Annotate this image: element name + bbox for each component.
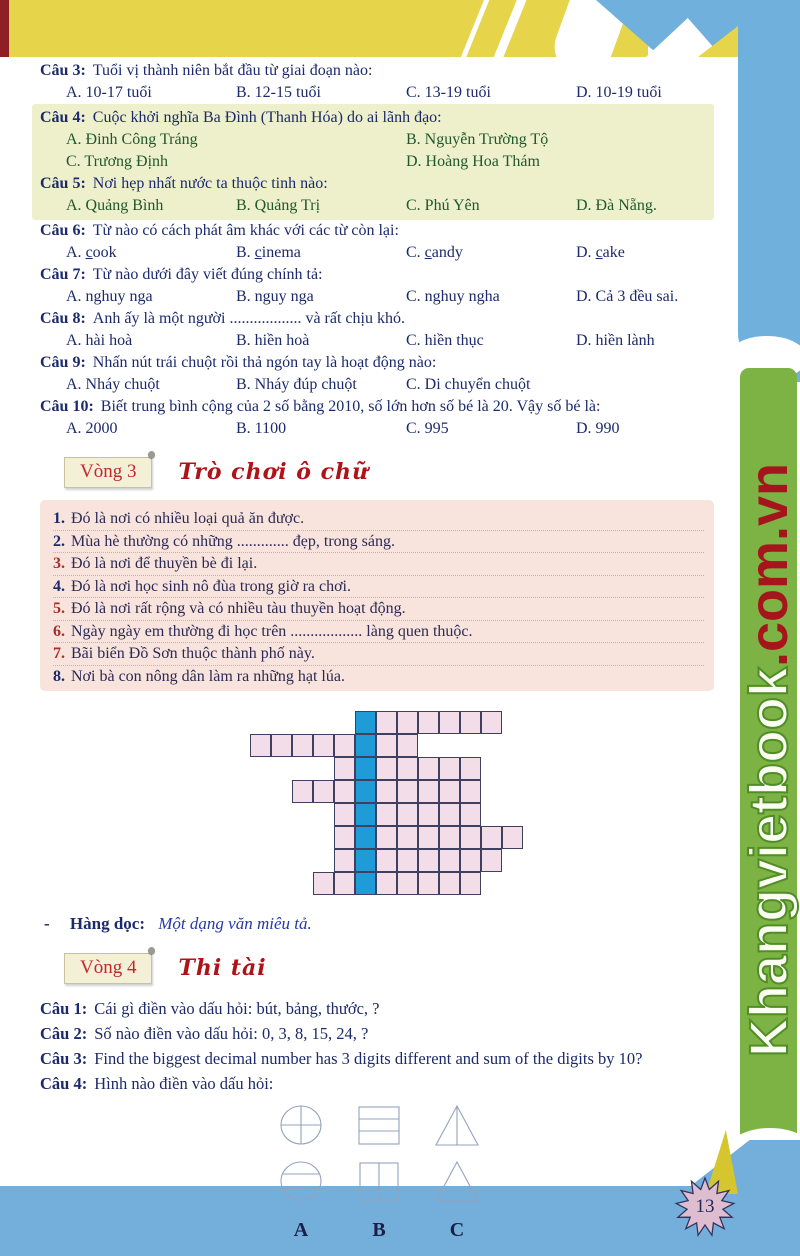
- rect-vline-icon: [356, 1160, 402, 1209]
- dash: -: [44, 914, 50, 933]
- publisher-watermark: [740, 380, 798, 1140]
- question-text: Cái gì điền vào dấu hỏi: bút, bảng, thước, ?: [94, 999, 380, 1018]
- crossword-cell: [397, 849, 418, 872]
- crossword-cell: [439, 780, 460, 803]
- crossword-answer-cell: [355, 826, 376, 849]
- crossword-cell: [460, 780, 481, 803]
- clue-number: 5.: [53, 600, 65, 617]
- crossword-clues-box: [40, 500, 714, 691]
- clue-row: [53, 621, 704, 644]
- crossword-cell: [460, 757, 481, 780]
- question-line: [40, 1021, 714, 1046]
- quiz-section: [40, 60, 714, 440]
- question-line: [40, 1046, 714, 1071]
- crossword-cell: [334, 803, 355, 826]
- clue-text: Đó là nơi để thuyền bè đi lại.: [71, 555, 258, 572]
- crossword-cell: [313, 872, 334, 895]
- answer-option: C. Phú Yên: [406, 197, 480, 214]
- crossword-cell: [418, 826, 439, 849]
- watermark-suffix: .com.vn: [739, 462, 799, 668]
- clue-text: Đó là nơi rất rộng và có nhiều tàu thuyền hoạt động.: [71, 600, 406, 617]
- question-text: Find the biggest decimal number has 3 digits different and sum of the digits by 10?: [94, 1049, 643, 1068]
- clue-row: [53, 666, 704, 688]
- clue-text: Mùa hè thường có những ............. đẹp, trong sáng.: [71, 532, 395, 550]
- question-text: Số nào điền vào dấu hỏi: 0, 3, 8, 15, 24, ?: [94, 1024, 369, 1043]
- answer-option: A. nghuy nga: [66, 288, 153, 305]
- question-label: Câu 3:: [40, 1049, 88, 1068]
- answer-option: B. 1100: [236, 420, 287, 437]
- crossword-cell: [313, 734, 334, 757]
- clue-row: [53, 508, 704, 531]
- answer-option: A. 2000: [66, 420, 118, 437]
- question-line: [40, 308, 714, 330]
- crossword-cell: [460, 711, 481, 734]
- crossword-cell: [376, 872, 397, 895]
- question-label: Câu 3:: [40, 62, 86, 79]
- question-text: Hình nào điền vào dấu hỏi:: [94, 1074, 274, 1093]
- page-content: [40, 60, 714, 1242]
- question-text: Nhấn nút trái chuột rồi thả ngón tay là hoạt động nào:: [92, 354, 437, 371]
- answer-option: A. Đinh Công Tráng: [66, 131, 198, 148]
- question-label: Câu 10:: [40, 398, 94, 415]
- clue-text: Đó là nơi học sinh nô đùa trong giờ ra chơi.: [71, 577, 351, 595]
- question-options: [40, 129, 706, 173]
- question-line: [40, 264, 714, 286]
- answer-option: A. 10-17 tuổi: [66, 84, 152, 101]
- crossword-cell: [397, 872, 418, 895]
- crossword-cell: [439, 711, 460, 734]
- clue-text: Nơi bà con nông dân làm ra những hạt lúa.: [71, 667, 345, 685]
- crossword-cell: [439, 826, 460, 849]
- page-number: 13: [695, 1196, 715, 1217]
- shape-figure: [278, 1104, 714, 1242]
- crossword-answer-cell: [355, 803, 376, 826]
- crossword-cell: [439, 803, 460, 826]
- crossword-cell: [397, 826, 418, 849]
- round4-badge: Vòng 4: [64, 953, 152, 984]
- crossword-cell: [376, 734, 397, 757]
- vertical-answer-label: Hàng dọc:: [69, 914, 146, 933]
- question-options: [40, 82, 714, 104]
- answer-option: B. Quảng Trị: [236, 197, 321, 214]
- underlined-letter: c: [424, 244, 432, 261]
- answer-option: D. Hoàng Hoa Thám: [406, 153, 540, 170]
- crossword-cell: [292, 780, 313, 803]
- answer-option: C. 13-19 tuổi: [406, 84, 491, 101]
- left-red-strip: [0, 0, 9, 57]
- round4-title: Thi tài: [178, 955, 267, 981]
- crossword-cell: [397, 757, 418, 780]
- crossword-cell: [439, 872, 460, 895]
- answer-option: C. candy: [406, 244, 463, 261]
- crossword-cell: [418, 757, 439, 780]
- question-text: Cuộc khởi nghĩa Ba Đình (Thanh Hóa) do ai lãnh đạo:: [92, 109, 442, 126]
- crossword-cell: [250, 734, 271, 757]
- crossword-answer-cell: [355, 849, 376, 872]
- answer-option: B. hiền hoà: [236, 332, 310, 349]
- answer-option: B. nguy nga: [236, 288, 314, 305]
- clue-row: [53, 553, 704, 576]
- figure-label: B: [372, 1219, 386, 1241]
- watermark-main: Khangvietbook: [739, 667, 799, 1058]
- crossword-cell: [418, 780, 439, 803]
- question-text: Từ nào dưới đây viết đúng chính tả:: [92, 266, 323, 283]
- answer-option: C. nghuy ngha: [406, 288, 500, 305]
- crossword-cell: [334, 734, 355, 757]
- question-options: [40, 195, 706, 217]
- crossword-cell: [397, 780, 418, 803]
- answer-option: A. cook: [66, 244, 117, 261]
- figure-option-c: [434, 1104, 480, 1242]
- underlined-letter: c: [85, 244, 93, 261]
- crossword-answer-cell: [355, 780, 376, 803]
- tri-plain-icon: [434, 1160, 480, 1209]
- crossword-cell: [460, 872, 481, 895]
- answer-option: A. Nháy chuột: [66, 376, 160, 393]
- answer-option: B. Nguyễn Trường Tộ: [406, 131, 549, 148]
- answer-option: C. Di chuyển chuột: [406, 376, 531, 393]
- crossword-cell: [418, 711, 439, 734]
- underlined-letter: c: [595, 244, 603, 261]
- clue-row: [53, 576, 704, 599]
- crossword-cell: [397, 711, 418, 734]
- crossword-cell: [439, 849, 460, 872]
- question-label: Câu 9:: [40, 354, 86, 371]
- question-text: Biết trung bình cộng của 2 số bằng 2010, số lớn hơn số bé là 20. Vậy số bé là:: [100, 398, 601, 415]
- crossword-cell: [313, 780, 334, 803]
- question-label: Câu 4:: [40, 109, 86, 126]
- figure-option-b: [356, 1104, 402, 1242]
- answer-option: D. cake: [576, 244, 625, 261]
- crossword-answer-cell: [355, 711, 376, 734]
- crossword-cell: [418, 872, 439, 895]
- question-text: Tuổi vị thành niên bắt đầu từ giai đoạn nào:: [92, 62, 373, 79]
- crossword-answer-cell: [355, 757, 376, 780]
- question-line: [40, 352, 714, 374]
- clue-number: 7.: [53, 645, 65, 662]
- tri-vline-icon: [434, 1104, 480, 1153]
- answer-option: D. 10-19 tuổi: [576, 84, 662, 101]
- round3-badge: Vòng 3: [64, 457, 152, 488]
- figure-option-a: [278, 1104, 324, 1242]
- crossword-cell: [439, 757, 460, 780]
- clue-number: 2.: [53, 532, 65, 550]
- highlighted-questions-block: [32, 104, 714, 220]
- question-line: [40, 107, 706, 129]
- crossword-cell: [376, 780, 397, 803]
- round3-header: [64, 453, 714, 491]
- crossword-cell: [397, 734, 418, 757]
- answer-option: C. 995: [406, 420, 449, 437]
- answer-option: D. hiền lành: [576, 332, 655, 349]
- crossword-cell: [334, 780, 355, 803]
- crossword-cell: [376, 711, 397, 734]
- clue-number: 6.: [53, 622, 65, 640]
- clue-text: Bãi biển Đồ Sơn thuộc thành phố này.: [71, 645, 315, 662]
- crossword-grid: [250, 711, 525, 897]
- question-label: Câu 1:: [40, 999, 88, 1018]
- answer-option: B. cinema: [236, 244, 301, 261]
- question-label: Câu 6:: [40, 222, 86, 239]
- crossword-answer-cell: [355, 734, 376, 757]
- rect-hlines-icon: [356, 1104, 402, 1153]
- crossword-cell: [376, 826, 397, 849]
- clue-row: [53, 598, 704, 621]
- figure-label: A: [293, 1219, 309, 1241]
- question-options: [40, 242, 714, 264]
- question-label: Câu 2:: [40, 1024, 88, 1043]
- vertical-answer-text: Một dạng văn miêu tả.: [158, 914, 312, 933]
- crossword-cell: [460, 826, 481, 849]
- crossword-cell: [460, 803, 481, 826]
- crossword-cell: [376, 803, 397, 826]
- clue-number: 4.: [53, 577, 65, 595]
- question-label: Câu 4:: [40, 1074, 88, 1093]
- figure-label: C: [449, 1219, 465, 1241]
- crossword-cell: [460, 849, 481, 872]
- crossword-cell: [334, 826, 355, 849]
- round3-title: Trò chơi ô chữ: [178, 459, 369, 485]
- question-line: [40, 996, 714, 1021]
- question-options: [40, 374, 714, 396]
- top-yellow-band: [0, 0, 648, 57]
- crossword-cell: [418, 849, 439, 872]
- question-line: [40, 220, 714, 242]
- answer-option: B. 12-15 tuổi: [236, 84, 321, 101]
- question-line: [40, 60, 714, 82]
- question-line: [40, 1071, 714, 1096]
- crossword-answer-cell: [355, 872, 376, 895]
- clue-row: [53, 531, 704, 554]
- question-label: Câu 5:: [40, 175, 86, 192]
- question-line: [40, 173, 706, 195]
- crossword-cell: [397, 803, 418, 826]
- crossword-cell: [502, 826, 523, 849]
- round4-questions: [40, 996, 714, 1096]
- crossword-cell: [376, 757, 397, 780]
- clue-number: 1.: [53, 510, 65, 527]
- crossword-cell: [481, 849, 502, 872]
- question-label: Câu 7:: [40, 266, 86, 283]
- vertical-answer-row: [40, 912, 714, 936]
- answer-option: C. hiền thục: [406, 332, 484, 349]
- answer-option: C. Trương Định: [66, 153, 169, 170]
- right-blue-column: [738, 0, 800, 382]
- question-label: Câu 8:: [40, 310, 86, 327]
- crossword-cell: [334, 872, 355, 895]
- circle-cross-icon: [278, 1104, 324, 1153]
- question-text: Nơi hẹp nhất nước ta thuộc tinh nào:: [92, 175, 328, 192]
- crossword-cell: [418, 803, 439, 826]
- question-text: Từ nào có cách phát âm khác với các từ còn lại:: [92, 222, 399, 239]
- circle-hlines-icon: [278, 1160, 324, 1209]
- answer-option: D. 990: [576, 420, 620, 437]
- question-text: Anh ấy là một người .................. và rất chịu khó.: [92, 310, 405, 327]
- crossword-cell: [481, 711, 502, 734]
- clue-number: 3.: [53, 555, 65, 572]
- crossword-cell: [481, 826, 502, 849]
- crossword-cell: [334, 849, 355, 872]
- question-options: [40, 286, 714, 308]
- crossword-cell: [334, 757, 355, 780]
- underlined-letter: c: [254, 244, 262, 261]
- question-line: [40, 396, 714, 418]
- round4-header: [64, 949, 714, 987]
- answer-option: B. Nháy đúp chuột: [236, 376, 357, 393]
- question-options: [40, 418, 714, 440]
- answer-option: A. hài hoà: [66, 332, 133, 349]
- answer-option: D. Cả 3 đều sai.: [576, 288, 679, 305]
- clue-row: [53, 643, 704, 666]
- clue-number: 8.: [53, 667, 65, 685]
- crossword-cell: [376, 849, 397, 872]
- answer-option: D. Đà Nẵng.: [576, 197, 657, 214]
- question-options: [40, 330, 714, 352]
- crossword-cell: [271, 734, 292, 757]
- clue-text: Ngày ngày em thường đi học trên .................. làng quen thuộc.: [71, 622, 473, 640]
- crossword-cell: [292, 734, 313, 757]
- clue-text: Đó là nơi có nhiều loại quả ăn được.: [71, 510, 305, 527]
- answer-option: A. Quảng Bình: [66, 197, 164, 214]
